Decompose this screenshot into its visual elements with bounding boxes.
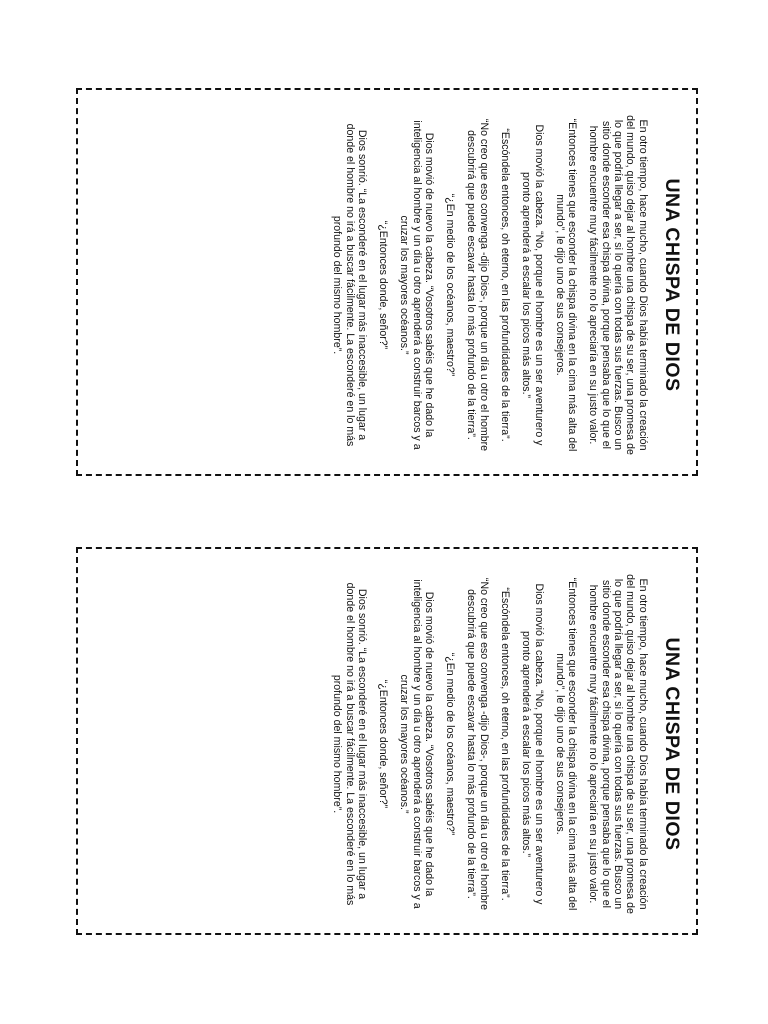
story-paragraph: “¿En medio de los océanos, maestro?”: [444, 652, 457, 836]
story-paragraph: “¿Entonces donde, señor?”: [377, 220, 390, 350]
card-content: [87, 96, 687, 468]
story-paragraph: “¿En medio de los océanos, maestro?”: [444, 193, 457, 377]
story-paragraph: En otro tiempo, hace mucho, cuando Dios había terminado la creación del mundo, quiso dejar al hombre una chispa de su ser, una promesa de lo que podría llegar a ser, si lo quería con todas sus fuerzas. Busco un sitio donde esconder esa chispa divina, porque pensaba que lo que el hombre encuentre muy fácilmente no lo apreciaría en su justo valor.: [587, 115, 649, 455]
story-paragraph: Dios movió de nuevo la cabeza. “Vosotros sabéis que he dado la inteligencia al hombre y un día u otro aprenderá a construir barcos y a cruzar los mayores océanos.”: [398, 579, 435, 909]
cut-out-card-bottom: [76, 547, 698, 935]
card-title: UNA CHISPA DE DIOS: [661, 178, 683, 392]
story-paragraph: Dios movió de nuevo la cabeza. “Vosotros sabéis que he dado la inteligencia al hombre y un día u otro aprenderá a construir barcos y a cruzar los mayores océanos.”: [398, 120, 435, 450]
story-paragraph: Dios sonrió. “La esconderé en el lugar más inaccesible, un lugar a donde el hombre no irá a buscar fácilmente. La esconderé en lo más profundo del mismo hombre”.: [331, 582, 368, 906]
story-paragraph: “Escóndela entonces, oh eterno, en las profundidades de la tierra”.: [499, 128, 512, 442]
story-paragraph: En otro tiempo, hace mucho, cuando Dios había terminado la creación del mundo, quiso dejar al hombre una chispa de su ser, una promesa de lo que podría llegar a ser, si lo quería con todas sus fuerzas. Busco un sitio donde esconder esa chispa divina, porque pensaba que lo que el hombre encuentre muy fácilmente no lo apreciaría en su justo valor.: [587, 574, 649, 914]
story-paragraph: “Escóndela entonces, oh eterno, en las profundidades de la tierra”.: [499, 587, 512, 901]
story-paragraph: Dios movió la cabeza. “No, porque el hombre es un ser aventurero y pronto aprenderá a escalar los picos más altos.”: [520, 583, 545, 905]
story-paragraph: “¿Entonces donde, señor?”: [377, 679, 390, 809]
card-content: [87, 555, 687, 927]
story-paragraph: Dios movió la cabeza. “No, porque el hombre es un ser aventurero y pronto aprenderá a escalar los picos más altos.”: [520, 124, 545, 446]
story-paragraph: “No creo que eso convenga -dijo Dios-, porque un día u otro el hombre descubrirá que puede escavar hasta lo más profundo de la tierra”.: [465, 577, 490, 911]
story-paragraph: “No creo que eso convenga -dijo Dios-, porque un día u otro el hombre descubrirá que puede escavar hasta lo más profundo de la tierra”.: [465, 118, 490, 452]
story-paragraph: “Entonces tienes que esconder la chispa divina en la cima más alta del mundo”, le dijo uno de sus consejeros.: [553, 118, 579, 452]
story-paragraph: “Entonces tienes que esconder la chispa divina en la cima más alta del mundo”, le dijo uno de sus consejeros.: [553, 577, 579, 911]
story-paragraph: Dios sonrió. “La esconderé en el lugar más inaccesible, un lugar a donde el hombre no irá a buscar fácilmente. La esconderé en lo más profundo del mismo hombre”.: [331, 123, 368, 447]
cut-out-card-top: [76, 88, 698, 476]
card-title: UNA CHISPA DE DIOS: [661, 637, 683, 851]
